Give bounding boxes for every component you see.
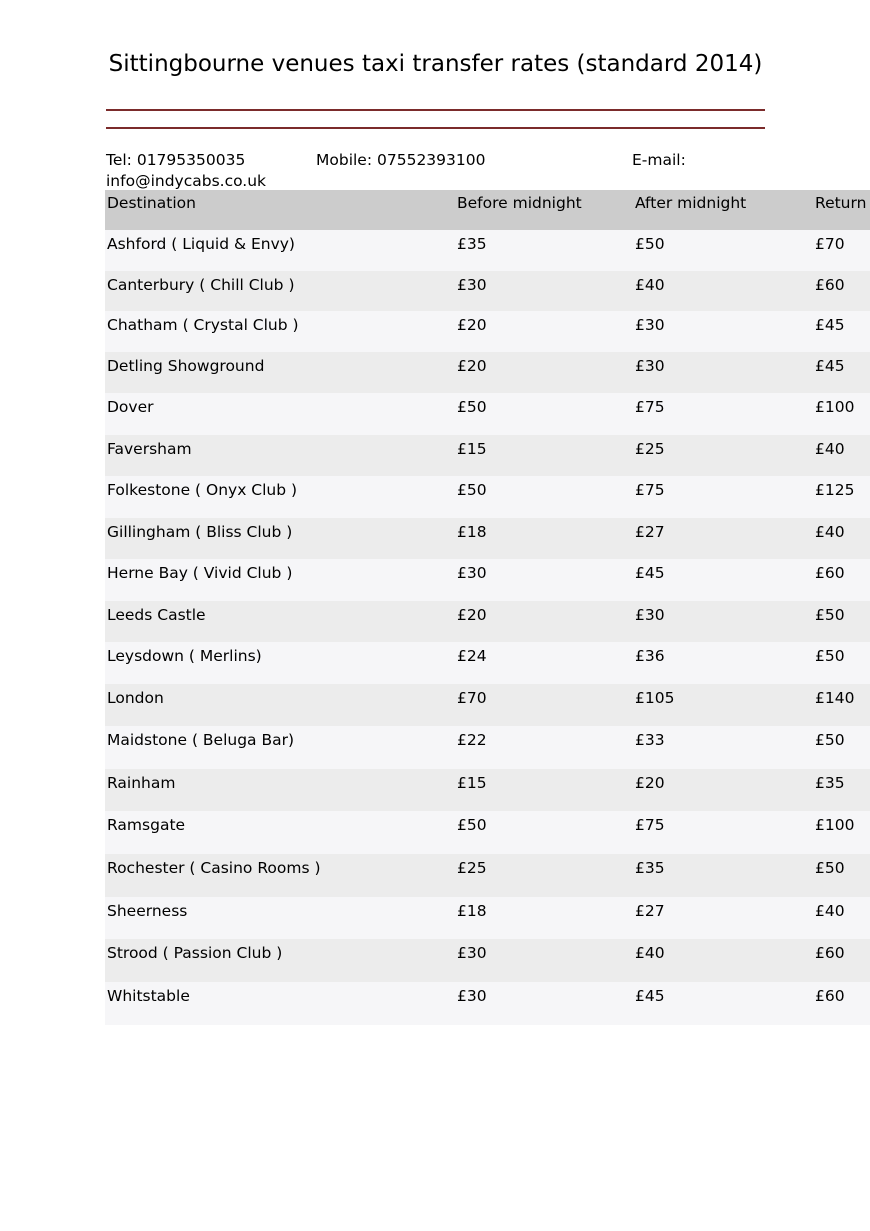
table-row xyxy=(105,982,870,1025)
table-row xyxy=(105,854,870,897)
rates-table-body xyxy=(105,230,870,1025)
contact-email-label: E-mail: xyxy=(632,151,686,169)
destination-cell: Canterbury ( Chill Club ) xyxy=(107,276,295,294)
table-row xyxy=(105,769,870,811)
destination-cell: Faversham xyxy=(107,440,192,458)
table-row xyxy=(105,518,870,559)
table-row xyxy=(105,476,870,518)
return-cell: £40 xyxy=(815,523,845,541)
contact-email: info@indycabs.co.uk xyxy=(106,172,267,190)
column-header-before-midnight: Before midnight xyxy=(455,190,633,230)
destination-cell: Dover xyxy=(107,398,154,416)
before-midnight-cell: £50 xyxy=(457,481,487,499)
destination-cell: Gillingham ( Bliss Club ) xyxy=(107,523,293,541)
table-row xyxy=(105,352,870,393)
table-row xyxy=(105,271,870,311)
destination-cell: Maidstone ( Beluga Bar) xyxy=(107,731,295,749)
after-midnight-cell: £50 xyxy=(635,235,665,253)
column-header-destination: Destination xyxy=(105,190,455,230)
column-header-return: Return xyxy=(813,190,870,230)
after-midnight-cell: £30 xyxy=(635,316,665,334)
before-midnight-cell: £20 xyxy=(457,316,487,334)
before-midnight-cell: £30 xyxy=(457,944,487,962)
destination-cell: Folkestone ( Onyx Club ) xyxy=(107,481,298,499)
title-rule-bottom xyxy=(106,127,765,129)
return-cell: £100 xyxy=(815,398,855,416)
after-midnight-cell: £45 xyxy=(635,564,665,582)
before-midnight-cell: £30 xyxy=(457,564,487,582)
before-midnight-cell: £50 xyxy=(457,816,487,834)
contact-mobile: Mobile: 07552393100 xyxy=(316,151,486,169)
after-midnight-cell: £75 xyxy=(635,481,665,499)
destination-cell: Ramsgate xyxy=(107,816,186,834)
table-row xyxy=(105,684,870,726)
column-header-after-midnight: After midnight xyxy=(633,190,813,230)
after-midnight-cell: £75 xyxy=(635,816,665,834)
table-row xyxy=(105,897,870,939)
before-midnight-cell: £30 xyxy=(457,276,487,294)
after-midnight-cell: £40 xyxy=(635,276,665,294)
return-cell: £35 xyxy=(815,774,845,792)
table-row xyxy=(105,435,870,476)
before-midnight-cell: £50 xyxy=(457,398,487,416)
table-row xyxy=(105,811,870,854)
title-rule-top xyxy=(106,109,765,111)
return-cell: £45 xyxy=(815,316,845,334)
after-midnight-cell: £27 xyxy=(635,902,665,920)
table-row xyxy=(105,642,870,684)
destination-cell: London xyxy=(107,689,164,707)
before-midnight-cell: £18 xyxy=(457,902,487,920)
table-row xyxy=(105,939,870,982)
after-midnight-cell: £30 xyxy=(635,357,665,375)
before-midnight-cell: £35 xyxy=(457,235,487,253)
table-row xyxy=(105,393,870,435)
contact-telephone: Tel: 01795350035 xyxy=(106,151,246,169)
return-cell: £60 xyxy=(815,987,845,1005)
destination-cell: Ashford ( Liquid & Envy) xyxy=(107,235,295,253)
before-midnight-cell: £24 xyxy=(457,647,487,665)
after-midnight-cell: £27 xyxy=(635,523,665,541)
after-midnight-cell: £75 xyxy=(635,398,665,416)
before-midnight-cell: £15 xyxy=(457,774,487,792)
before-midnight-cell: £22 xyxy=(457,731,487,749)
table-row xyxy=(105,559,870,601)
rates-table xyxy=(105,190,870,1025)
after-midnight-cell: £25 xyxy=(635,440,665,458)
destination-cell: Sheerness xyxy=(107,902,188,920)
before-midnight-cell: £30 xyxy=(457,987,487,1005)
return-cell: £60 xyxy=(815,564,845,582)
destination-cell: Rainham xyxy=(107,774,176,792)
after-midnight-cell: £36 xyxy=(635,647,665,665)
page-title: Sittingbourne venues taxi transfer rates (standard 2014) xyxy=(108,51,763,77)
destination-cell: Rochester ( Casino Rooms ) xyxy=(107,859,321,877)
after-midnight-cell: £35 xyxy=(635,859,665,877)
table-header-row xyxy=(105,190,870,230)
return-cell: £70 xyxy=(815,235,845,253)
return-cell: £40 xyxy=(815,440,845,458)
before-midnight-cell: £15 xyxy=(457,440,487,458)
return-cell: £50 xyxy=(815,647,845,665)
return-cell: £60 xyxy=(815,944,845,962)
before-midnight-cell: £70 xyxy=(457,689,487,707)
after-midnight-cell: £30 xyxy=(635,606,665,624)
return-cell: £125 xyxy=(815,481,855,499)
return-cell: £50 xyxy=(815,859,845,877)
after-midnight-cell: £20 xyxy=(635,774,665,792)
after-midnight-cell: £33 xyxy=(635,731,665,749)
after-midnight-cell: £45 xyxy=(635,987,665,1005)
destination-cell: Leysdown ( Merlins) xyxy=(107,647,262,665)
before-midnight-cell: £25 xyxy=(457,859,487,877)
table-row xyxy=(105,230,870,271)
return-cell: £140 xyxy=(815,689,855,707)
return-cell: £40 xyxy=(815,902,845,920)
before-midnight-cell: £20 xyxy=(457,357,487,375)
after-midnight-cell: £40 xyxy=(635,944,665,962)
table-row xyxy=(105,601,870,642)
destination-cell: Detling Showground xyxy=(107,357,265,375)
return-cell: £100 xyxy=(815,816,855,834)
return-cell: £50 xyxy=(815,731,845,749)
destination-cell: Strood ( Passion Club ) xyxy=(107,944,283,962)
destination-cell: Leeds Castle xyxy=(107,606,206,624)
after-midnight-cell: £105 xyxy=(635,689,675,707)
table-row xyxy=(105,726,870,769)
return-cell: £50 xyxy=(815,606,845,624)
destination-cell: Whitstable xyxy=(107,987,190,1005)
table-row xyxy=(105,311,870,352)
destination-cell: Herne Bay ( Vivid Club ) xyxy=(107,564,293,582)
before-midnight-cell: £20 xyxy=(457,606,487,624)
before-midnight-cell: £18 xyxy=(457,523,487,541)
return-cell: £60 xyxy=(815,276,845,294)
destination-cell: Chatham ( Crystal Club ) xyxy=(107,316,299,334)
return-cell: £45 xyxy=(815,357,845,375)
